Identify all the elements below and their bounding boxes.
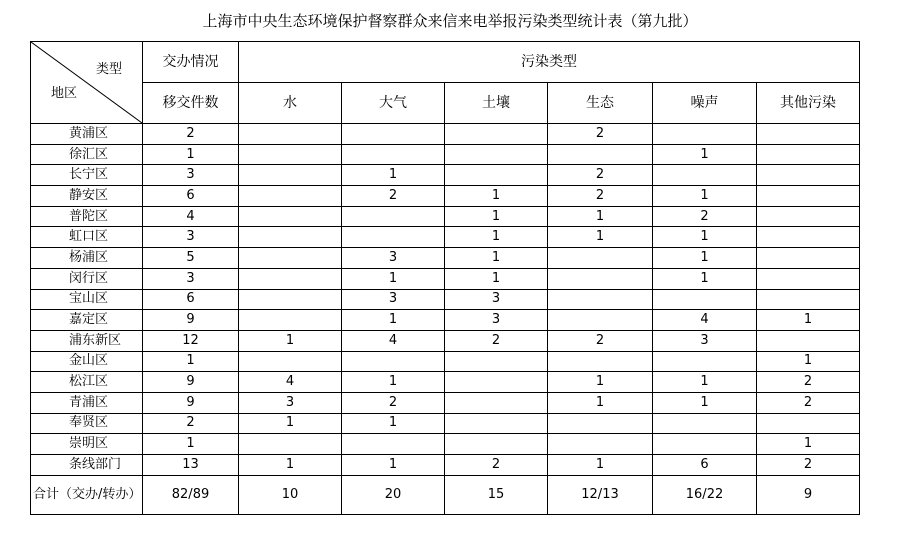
value-cell: 9 bbox=[143, 392, 239, 413]
value-cell bbox=[445, 372, 548, 393]
table-row bbox=[31, 248, 860, 269]
value-cell bbox=[239, 268, 342, 289]
area-cell: 松江区 bbox=[31, 372, 143, 393]
value-cell: 3 bbox=[342, 289, 445, 310]
value-cell: 3 bbox=[143, 227, 239, 248]
table-row bbox=[31, 227, 860, 248]
value-cell bbox=[757, 268, 860, 289]
value-cell: 1 bbox=[342, 165, 445, 186]
value-cell bbox=[342, 206, 445, 227]
value-cell bbox=[239, 206, 342, 227]
value-cell: 13 bbox=[143, 455, 239, 476]
value-cell bbox=[342, 144, 445, 165]
value-cell bbox=[757, 124, 860, 145]
value-cell: 2 bbox=[548, 165, 653, 186]
value-cell: 3 bbox=[342, 248, 445, 269]
area-cell: 浦东新区 bbox=[31, 330, 143, 351]
value-cell: 2 bbox=[143, 413, 239, 434]
value-cell: 3 bbox=[445, 310, 548, 331]
table-row bbox=[31, 165, 860, 186]
table-row bbox=[31, 310, 860, 331]
area-cell: 奉贤区 bbox=[31, 413, 143, 434]
table-row bbox=[31, 289, 860, 310]
value-cell: 1 bbox=[548, 372, 653, 393]
value-cell bbox=[239, 144, 342, 165]
value-cell: 4 bbox=[653, 310, 757, 331]
value-cell: 4 bbox=[342, 330, 445, 351]
value-cell: 1 bbox=[445, 206, 548, 227]
value-cell: 2 bbox=[342, 186, 445, 207]
statistics-table bbox=[30, 41, 860, 515]
value-cell bbox=[239, 248, 342, 269]
value-cell bbox=[239, 124, 342, 145]
group-header-handling: 交办情况 bbox=[143, 42, 239, 83]
value-cell: 1 bbox=[653, 144, 757, 165]
value-cell bbox=[239, 351, 342, 372]
table-title: 上海市中央生态环境保护督察群众来信来电举报污染类型统计表（第九批） bbox=[202, 12, 698, 30]
area-cell: 闵行区 bbox=[31, 268, 143, 289]
value-cell: 1 bbox=[342, 268, 445, 289]
value-cell: 1 bbox=[239, 455, 342, 476]
value-cell bbox=[653, 351, 757, 372]
value-cell bbox=[445, 144, 548, 165]
total-label: 合计（交办/转办） bbox=[31, 475, 143, 514]
area-cell: 条线部门 bbox=[31, 455, 143, 476]
value-cell: 3 bbox=[143, 268, 239, 289]
value-cell: 2 bbox=[548, 186, 653, 207]
total-cell: 15 bbox=[445, 475, 548, 514]
table-row bbox=[31, 372, 860, 393]
value-cell: 1 bbox=[445, 248, 548, 269]
value-cell: 9 bbox=[143, 372, 239, 393]
table-row bbox=[31, 351, 860, 372]
value-cell bbox=[342, 124, 445, 145]
value-cell: 1 bbox=[143, 351, 239, 372]
value-cell: 2 bbox=[757, 392, 860, 413]
value-cell: 3 bbox=[653, 330, 757, 351]
value-cell bbox=[757, 227, 860, 248]
value-cell bbox=[653, 434, 757, 455]
value-cell bbox=[757, 144, 860, 165]
value-cell bbox=[548, 248, 653, 269]
value-cell bbox=[239, 186, 342, 207]
value-cell: 1 bbox=[548, 455, 653, 476]
value-cell bbox=[548, 289, 653, 310]
value-cell bbox=[239, 165, 342, 186]
value-cell bbox=[342, 434, 445, 455]
table-row bbox=[31, 330, 860, 351]
area-cell: 普陀区 bbox=[31, 206, 143, 227]
table-row bbox=[31, 413, 860, 434]
value-cell bbox=[548, 268, 653, 289]
value-cell: 6 bbox=[143, 186, 239, 207]
value-cell bbox=[653, 413, 757, 434]
value-cell bbox=[239, 310, 342, 331]
value-cell bbox=[239, 434, 342, 455]
diagonal-line bbox=[31, 42, 142, 123]
value-cell: 1 bbox=[445, 268, 548, 289]
value-cell: 1 bbox=[653, 268, 757, 289]
column-header: 生态 bbox=[548, 83, 653, 124]
value-cell: 2 bbox=[757, 372, 860, 393]
corner-header-cell bbox=[31, 42, 143, 124]
column-header: 土壤 bbox=[445, 83, 548, 124]
column-header: 大气 bbox=[342, 83, 445, 124]
value-cell: 1 bbox=[342, 310, 445, 331]
total-cell: 9 bbox=[757, 475, 860, 514]
value-cell: 3 bbox=[143, 165, 239, 186]
group-header-pollution: 污染类型 bbox=[239, 42, 860, 83]
value-cell bbox=[757, 165, 860, 186]
total-cell: 20 bbox=[342, 475, 445, 514]
value-cell bbox=[445, 351, 548, 372]
value-cell bbox=[239, 289, 342, 310]
value-cell bbox=[548, 351, 653, 372]
value-cell: 1 bbox=[548, 392, 653, 413]
area-cell: 徐汇区 bbox=[31, 144, 143, 165]
table-row bbox=[31, 434, 860, 455]
value-cell: 1 bbox=[342, 455, 445, 476]
area-cell: 崇明区 bbox=[31, 434, 143, 455]
total-cell: 16/22 bbox=[653, 475, 757, 514]
value-cell: 1 bbox=[653, 392, 757, 413]
value-cell bbox=[548, 413, 653, 434]
value-cell: 1 bbox=[653, 372, 757, 393]
total-cell: 10 bbox=[239, 475, 342, 514]
value-cell: 5 bbox=[143, 248, 239, 269]
value-cell: 4 bbox=[239, 372, 342, 393]
table-body bbox=[31, 124, 860, 476]
value-cell: 1 bbox=[342, 413, 445, 434]
value-cell: 12 bbox=[143, 330, 239, 351]
value-cell: 2 bbox=[548, 330, 653, 351]
corner-type-label: 类型 bbox=[95, 62, 122, 77]
table-row bbox=[31, 186, 860, 207]
value-cell: 1 bbox=[757, 351, 860, 372]
value-cell: 3 bbox=[445, 289, 548, 310]
value-cell bbox=[548, 310, 653, 331]
column-header: 噪声 bbox=[653, 83, 757, 124]
table-row bbox=[31, 455, 860, 476]
column-header: 其他污染 bbox=[757, 83, 860, 124]
table-row bbox=[31, 206, 860, 227]
area-cell: 青浦区 bbox=[31, 392, 143, 413]
value-cell bbox=[757, 206, 860, 227]
area-cell: 静安区 bbox=[31, 186, 143, 207]
value-cell bbox=[445, 165, 548, 186]
value-cell bbox=[445, 434, 548, 455]
value-cell bbox=[342, 351, 445, 372]
value-cell: 4 bbox=[143, 206, 239, 227]
value-cell: 1 bbox=[653, 227, 757, 248]
value-cell bbox=[342, 227, 445, 248]
column-header: 水 bbox=[239, 83, 342, 124]
value-cell: 1 bbox=[143, 434, 239, 455]
value-cell: 1 bbox=[239, 413, 342, 434]
value-cell: 1 bbox=[239, 330, 342, 351]
value-cell: 1 bbox=[548, 206, 653, 227]
value-cell: 1 bbox=[342, 372, 445, 393]
value-cell: 1 bbox=[757, 434, 860, 455]
total-row bbox=[31, 475, 860, 514]
value-cell: 2 bbox=[445, 455, 548, 476]
area-cell: 金山区 bbox=[31, 351, 143, 372]
value-cell bbox=[757, 413, 860, 434]
table-row bbox=[31, 144, 860, 165]
value-cell bbox=[653, 289, 757, 310]
area-cell: 虹口区 bbox=[31, 227, 143, 248]
value-cell: 2 bbox=[757, 455, 860, 476]
value-cell bbox=[445, 392, 548, 413]
value-cell: 1 bbox=[143, 144, 239, 165]
corner-area-label: 地区 bbox=[51, 86, 78, 101]
value-cell: 1 bbox=[757, 310, 860, 331]
area-cell: 黄浦区 bbox=[31, 124, 143, 145]
value-cell bbox=[757, 330, 860, 351]
value-cell: 6 bbox=[143, 289, 239, 310]
value-cell bbox=[653, 165, 757, 186]
value-cell bbox=[445, 413, 548, 434]
value-cell: 3 bbox=[239, 392, 342, 413]
area-cell: 杨浦区 bbox=[31, 248, 143, 269]
table-row bbox=[31, 392, 860, 413]
value-cell: 2 bbox=[143, 124, 239, 145]
area-cell: 宝山区 bbox=[31, 289, 143, 310]
value-cell: 2 bbox=[342, 392, 445, 413]
column-header: 移交件数 bbox=[143, 83, 239, 124]
value-cell: 2 bbox=[548, 124, 653, 145]
value-cell: 9 bbox=[143, 310, 239, 331]
value-cell bbox=[548, 434, 653, 455]
value-cell bbox=[757, 289, 860, 310]
value-cell bbox=[757, 248, 860, 269]
value-cell: 1 bbox=[548, 227, 653, 248]
value-cell bbox=[239, 227, 342, 248]
value-cell: 2 bbox=[445, 330, 548, 351]
value-cell bbox=[757, 186, 860, 207]
value-cell bbox=[445, 124, 548, 145]
value-cell bbox=[653, 124, 757, 145]
table-row bbox=[31, 268, 860, 289]
value-cell: 2 bbox=[653, 206, 757, 227]
value-cell: 1 bbox=[445, 186, 548, 207]
value-cell: 1 bbox=[653, 186, 757, 207]
value-cell: 1 bbox=[445, 227, 548, 248]
value-cell bbox=[548, 144, 653, 165]
area-cell: 嘉定区 bbox=[31, 310, 143, 331]
table-row bbox=[31, 124, 860, 145]
area-cell: 长宁区 bbox=[31, 165, 143, 186]
value-cell: 6 bbox=[653, 455, 757, 476]
total-cell: 82/89 bbox=[143, 475, 239, 514]
total-cell: 12/13 bbox=[548, 475, 653, 514]
value-cell: 1 bbox=[653, 248, 757, 269]
